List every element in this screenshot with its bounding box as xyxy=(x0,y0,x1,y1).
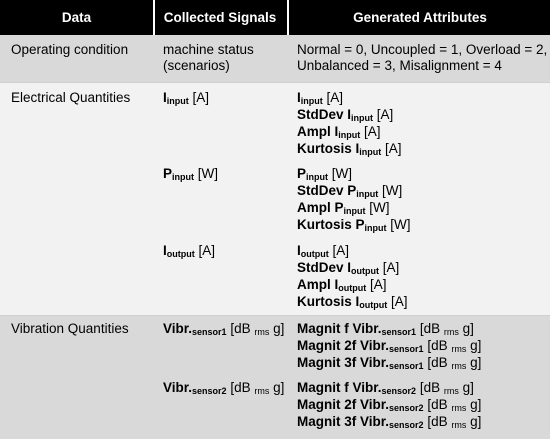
attr-subscript: output xyxy=(359,300,388,310)
row-data-operating: Operating condition xyxy=(11,42,129,57)
attr-ampl-i-input xyxy=(297,124,381,140)
header-data: Data xyxy=(61,10,92,25)
attr-i-output xyxy=(297,243,349,259)
attr-subscript: input xyxy=(343,206,366,216)
row-data-electrical: Electrical Quantities xyxy=(11,90,131,105)
header-divider xyxy=(287,0,289,35)
signal-subscript: input xyxy=(166,96,189,106)
attr-symbol: Vibr. xyxy=(360,397,390,412)
attr-prefix: Magnit f xyxy=(297,380,353,395)
attr-unit-sub: rms xyxy=(451,361,467,371)
attr-prefix: Ampl xyxy=(297,277,335,292)
signal-i-output xyxy=(163,243,215,259)
signal-subscript: sensor2 xyxy=(192,386,227,396)
signal-machine-status-note: (scenarios) xyxy=(163,58,230,73)
attr-magnit-f-sensor1 xyxy=(297,321,474,337)
attr-unit: [W] xyxy=(331,166,353,181)
attr-subscript: sensor1 xyxy=(389,344,424,354)
attr-prefix: StdDev xyxy=(297,107,348,122)
attr-subscript: sensor2 xyxy=(389,403,424,413)
attr-ampl-p-input xyxy=(297,200,390,216)
attr-subscript: output xyxy=(351,266,380,276)
signal-unit: [A] xyxy=(192,90,210,105)
attr-prefix: Magnit 3f xyxy=(297,355,360,370)
attr-prefix: Kurtosis xyxy=(297,141,356,156)
attr-stddev-i-output xyxy=(297,260,399,276)
attr-subscript: output xyxy=(300,249,329,259)
header-collected-signals: Collected Signals xyxy=(163,10,277,25)
attr-unit-sub: rms xyxy=(451,420,467,430)
attr-magnit-3f-sensor2 xyxy=(297,414,481,430)
signal-unit-sub: rms xyxy=(254,327,270,337)
attr-unit-pre: [dB xyxy=(419,321,444,336)
attr-unit-pre: [dB xyxy=(419,380,444,395)
signal-symbol: I xyxy=(163,243,167,258)
signal-unit-post: g] xyxy=(269,321,285,336)
attr-subscript: sensor2 xyxy=(389,420,424,430)
attr-symbol: P xyxy=(297,166,307,181)
attr-prefix: Ampl xyxy=(297,124,335,139)
attr-status-codes: Normal = 0, Uncoupled = 1, Overload = 2, xyxy=(297,42,548,57)
attr-symbol: Vibr. xyxy=(352,380,382,395)
attr-unit: [A] xyxy=(332,243,350,258)
signal-unit-pre: [dB xyxy=(230,321,255,336)
attr-prefix: Kurtosis xyxy=(297,217,356,232)
attr-prefix: StdDev xyxy=(297,183,348,198)
attr-kurtosis-i-input xyxy=(297,141,402,157)
signal-symbol: I xyxy=(163,90,167,105)
row-divider xyxy=(0,315,550,316)
signal-unit: [W] xyxy=(197,166,219,181)
attr-prefix: Magnit 2f xyxy=(297,338,360,353)
attr-unit: [W] xyxy=(382,183,403,198)
signal-unit: [A] xyxy=(198,243,216,258)
attr-prefix: Ampl xyxy=(297,200,335,215)
attr-unit: [W] xyxy=(369,200,390,215)
attr-unit-pre: [dB xyxy=(427,414,452,429)
attr-subscript: output xyxy=(338,283,367,293)
attr-magnit-2f-sensor2 xyxy=(297,397,481,413)
signal-subscript: input xyxy=(172,172,195,182)
attr-symbol: P xyxy=(334,200,344,215)
attr-symbol: Vibr. xyxy=(360,338,390,353)
attr-subscript: input xyxy=(300,96,323,106)
attr-symbol: I xyxy=(297,243,301,258)
attr-unit: [W] xyxy=(390,217,411,232)
attr-unit-post: g] xyxy=(466,414,482,429)
attr-symbol: P xyxy=(355,217,365,232)
attr-subscript: input xyxy=(351,113,374,123)
attr-subscript: input xyxy=(359,147,382,157)
attr-unit-sub: rms xyxy=(443,386,459,396)
attr-symbol: I xyxy=(347,260,352,275)
attr-status-codes-cont: Unbalanced = 3, Misalignment = 4 xyxy=(297,58,502,73)
attr-symbol: Vibr. xyxy=(360,355,390,370)
attr-prefix: Magnit f xyxy=(297,321,353,336)
signal-i-input xyxy=(163,90,209,106)
attr-kurtosis-p-input xyxy=(297,217,411,233)
attr-prefix: Kurtosis xyxy=(297,294,356,309)
attr-symbol: Vibr. xyxy=(360,414,390,429)
attr-symbol: I xyxy=(334,124,339,139)
attr-symbol: P xyxy=(347,183,357,198)
attr-unit: [A] xyxy=(376,107,394,122)
attr-stddev-i-input xyxy=(297,107,393,123)
attr-prefix: StdDev xyxy=(297,260,348,275)
attr-symbol: Vibr. xyxy=(352,321,382,336)
signal-vibr-sensor1 xyxy=(163,321,284,337)
signal-unit-post: g] xyxy=(269,380,285,395)
header-generated-attributes: Generated Attributes xyxy=(353,10,487,25)
row-electrical-bg xyxy=(0,82,550,315)
attr-unit: [A] xyxy=(364,124,381,139)
attr-unit-sub: rms xyxy=(451,344,467,354)
attr-unit: [A] xyxy=(370,277,387,292)
header-divider xyxy=(153,0,155,35)
attr-prefix: Magnit 2f xyxy=(297,397,360,412)
signal-vibr-sensor2 xyxy=(163,380,284,396)
attr-unit: [A] xyxy=(382,260,400,275)
attr-unit-post: g] xyxy=(458,321,474,336)
attr-kurtosis-i-output xyxy=(297,294,408,310)
attr-unit-post: g] xyxy=(466,397,482,412)
signal-symbol: P xyxy=(163,166,173,181)
signal-symbol: Vibr. xyxy=(163,321,193,336)
attr-prefix: Magnit 3f xyxy=(297,414,360,429)
attr-unit: [A] xyxy=(385,141,402,156)
attr-subscript: input xyxy=(356,189,379,199)
attr-unit-pre: [dB xyxy=(427,355,452,370)
attr-unit-sub: rms xyxy=(451,403,467,413)
attr-magnit-3f-sensor1 xyxy=(297,355,481,371)
signal-unit-sub: rms xyxy=(254,386,270,396)
signal-subscript: sensor1 xyxy=(192,327,227,337)
signal-unit-pre: [dB xyxy=(230,380,255,395)
attr-subscript: input xyxy=(306,172,329,182)
attr-unit-post: g] xyxy=(458,380,474,395)
attr-unit-pre: [dB xyxy=(427,338,452,353)
attr-unit-sub: rms xyxy=(443,327,459,337)
attr-symbol: I xyxy=(297,90,301,105)
attr-p-input xyxy=(297,166,352,182)
attr-ampl-i-output xyxy=(297,277,387,293)
attr-magnit-f-sensor2 xyxy=(297,380,474,396)
attr-subscript: sensor2 xyxy=(381,386,417,396)
signal-subscript: output xyxy=(166,249,195,259)
attr-subscript: input xyxy=(338,130,361,140)
attr-unit-post: g] xyxy=(466,355,482,370)
attr-magnit-2f-sensor1 xyxy=(297,338,481,354)
table-header xyxy=(0,0,550,35)
attr-subscript: sensor1 xyxy=(381,327,417,337)
row-data-vibration: Vibration Quantities xyxy=(11,321,129,336)
attr-unit: [A] xyxy=(326,90,344,105)
attr-symbol: I xyxy=(355,141,360,156)
attr-i-input xyxy=(297,90,343,106)
row-divider xyxy=(0,82,550,83)
signal-symbol: Vibr. xyxy=(163,380,193,395)
attr-unit-pre: [dB xyxy=(427,397,452,412)
attr-stddev-p-input xyxy=(297,183,402,199)
attr-subscript: sensor1 xyxy=(389,361,424,371)
attr-subscript: input xyxy=(364,223,387,233)
signal-machine-status: machine status xyxy=(163,42,254,57)
attr-symbol: I xyxy=(334,277,339,292)
attr-symbol: I xyxy=(355,294,360,309)
attr-unit-post: g] xyxy=(466,338,482,353)
signal-p-input xyxy=(163,166,218,182)
attr-symbol: I xyxy=(347,107,352,122)
attr-unit: [A] xyxy=(391,294,408,309)
